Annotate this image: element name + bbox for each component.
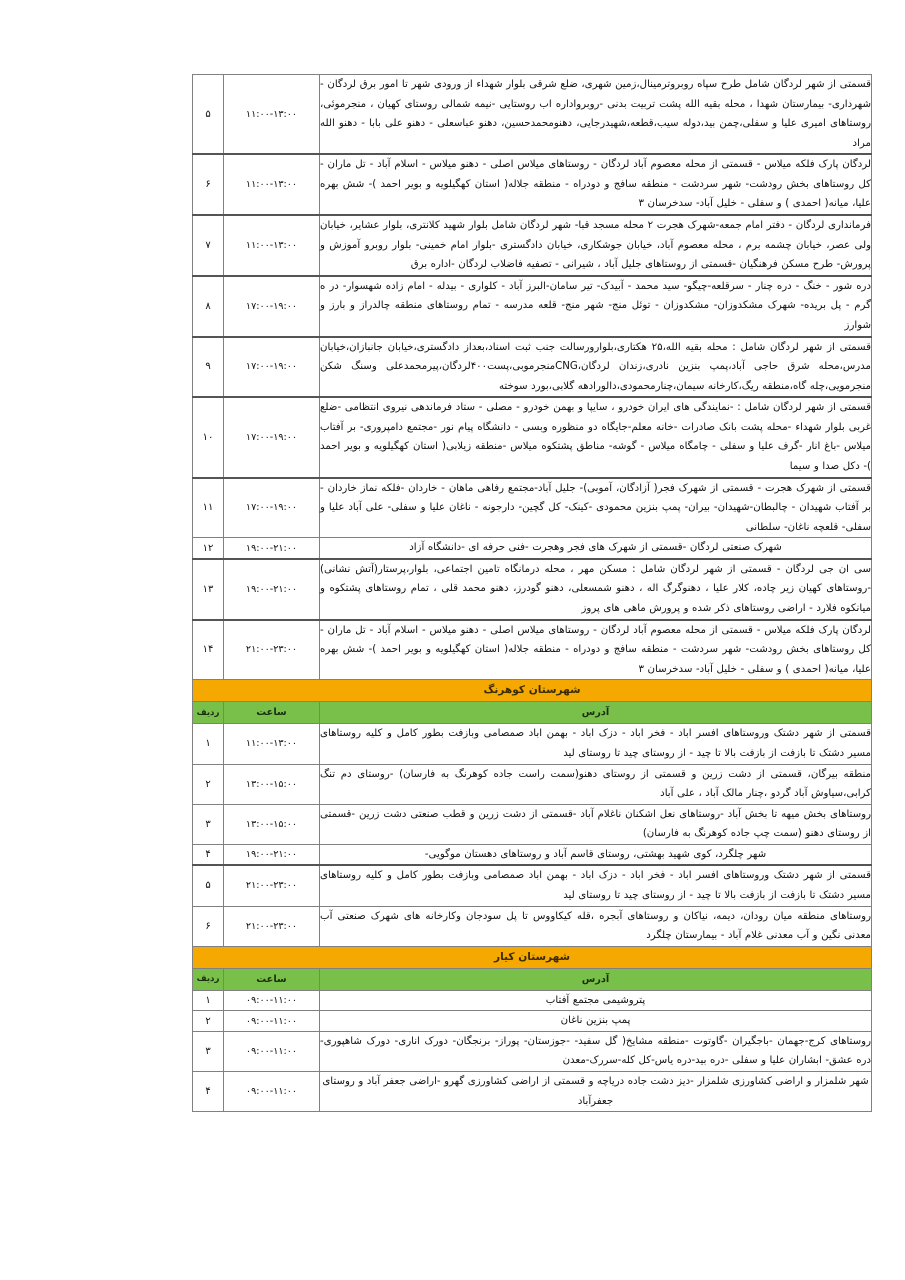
cell-address: قسمتی از شهر لردگان شامل : محله بقیه الله،۲۵ هکتاری،بلوارورسالت جنب ثبت اسناد،بعداز دادگستری،خیابان جانبازان،خیابان مدرس،محله شرق حاجی آباد،پمپ بنزین نادری،زندان لردگان،CNGمنجرموبی،پست۴۰۰لردگان،پیرمحمدعلی وسنگ شکن منجرمویی،چله گاه،منطقه ریگ،کارخانه سیمان،چنارمحمودی،دالورادهه گلابی،بورد سوخته bbox=[320, 337, 872, 398]
cell-address: شهر چلگرد، کوی شهید بهشتی، روستای قاسم آباد و روستاهای دهستان موگویی- bbox=[320, 844, 872, 865]
column-header-row-number: ردیف bbox=[193, 968, 224, 990]
section-title: شهرستان کیار bbox=[193, 946, 872, 968]
section-title: شهرستان کوهرنگ bbox=[193, 680, 872, 702]
cell-row-number: ۱ bbox=[193, 990, 224, 1011]
table-row bbox=[193, 154, 872, 215]
cell-time-range: ۱۷:۰۰-۱۹:۰۰ bbox=[224, 276, 320, 337]
cell-address: قسمتی از شهر لردگان شامل طرح سپاه روبروترمینال،زمین شهری، ضلع شرقی بلوار شهداء از ورودی شهر تا امور برق لردگان - شهرداری- بیمارستان شهدا ، محله بقیه الله پشت تربیت بدنی -روبرواداره اب روستایی -نیمه شمالی روستای کهیان ، منجرموئی، روستاهای امیری علیا و سفلی،چمن بید،دوله سیب،قطعه،شهیدرجایی، دهنومحمدحسین، دهنو عباسعلی - دهنو علی بابا - دهنو الله مراد bbox=[320, 75, 872, 155]
table-row bbox=[193, 337, 872, 398]
cell-time-range: ۰۹:۰۰-۱۱:۰۰ bbox=[224, 1072, 320, 1112]
column-header-row bbox=[193, 702, 872, 724]
table-row bbox=[193, 1011, 872, 1032]
cell-address: شهر شلمزار و اراضی کشاورزی شلمزار -دیز دشت جاده دریاچه و قسمتی از اراضی کشاورزی گهرو -اراضی جعفر آباد و روستای جعفرآباد bbox=[320, 1072, 872, 1112]
outage-schedule-table bbox=[192, 74, 872, 1112]
cell-time-range: ۱۷:۰۰-۱۹:۰۰ bbox=[224, 337, 320, 398]
table-row bbox=[193, 215, 872, 276]
cell-row-number: ۵ bbox=[193, 865, 224, 906]
cell-row-number: ۲ bbox=[193, 764, 224, 804]
column-header-address: آدرس bbox=[320, 702, 872, 724]
cell-row-number: ۴ bbox=[193, 844, 224, 865]
table-row bbox=[193, 75, 872, 155]
cell-address: دره شور - خنگ - دره چنار - سرقلعه-چیگو- سید محمد - آبیدک- تیر سامان-البرز آباد - کلواری - بیدله - امام زاده شهسوار- در ه گرم - پل بریده- شهرک مشکدوزان- مشکدوزان - توئل منج- شهر منج- قلعه مدرسه - تمام روستاهای منطقه چالدراز و بارز و شوارز bbox=[320, 276, 872, 337]
cell-row-number: ۳ bbox=[193, 804, 224, 844]
cell-time-range: ۱۷:۰۰-۱۹:۰۰ bbox=[224, 478, 320, 538]
cell-row-number: ۱۱ bbox=[193, 478, 224, 538]
cell-address: قسمتی از شهر دشتک وروستاهای افسر اباد - فخر اباد - دزک اباد - بهمن اباد صمصامی وبازفت بطور کامل و کلیه روستاهای مسیر دشتک تا بازفت از بازفت بالا تا چید - از روستای چید تا روستای لید bbox=[320, 865, 872, 906]
column-header-row-number: ردیف bbox=[193, 702, 224, 724]
cell-row-number: ۴ bbox=[193, 1072, 224, 1112]
cell-address: قسمتی از شهرک هجرت - قسمتی از شهرک فجر( آزادگان، آموبی)- جلیل آباد-مجتمع رفاهی ماهان - خاردان -فلکه نماز خاردان - بر آفتاب شهیدان - چالبطان-شهیدان- بیران- پمپ بنزین محمودی -کینک- کل گچین- دارجونه - ناغان علیا و سفلی- علی آباد علیا و سفلی- قلعچه ناغان- سلطانی bbox=[320, 478, 872, 538]
cell-row-number: ۲ bbox=[193, 1011, 224, 1032]
cell-time-range: ۱۳:۰۰-۱۵:۰۰ bbox=[224, 804, 320, 844]
table-row bbox=[193, 1031, 872, 1071]
section-header-row bbox=[193, 680, 872, 702]
cell-time-range: ۰۹:۰۰-۱۱:۰۰ bbox=[224, 1031, 320, 1071]
cell-time-range: ۲۱:۰۰-۲۳:۰۰ bbox=[224, 865, 320, 906]
cell-address: روستاهای کرج-جهمان -باجگیران -گاوتوت -منطقه مشایخ( گل سفید- -جوزستان- پوراز- برنجگان- دورک اناری- دورک شاهپوری-دره عشق- ابشاران علیا و سفلی -دره بید-دره یاس-کل کله-سررک-معدن bbox=[320, 1031, 872, 1071]
table-row bbox=[193, 276, 872, 337]
table-row bbox=[193, 620, 872, 680]
cell-address: شهرک صنعتی لردگان -قسمتی از شهرک های فجر وهجرت -فنی حرفه ای -دانشگاه آزاد bbox=[320, 538, 872, 559]
column-header-row bbox=[193, 968, 872, 990]
cell-time-range: ۱۹:۰۰-۲۱:۰۰ bbox=[224, 559, 320, 620]
table-row bbox=[193, 538, 872, 559]
cell-row-number: ۱ bbox=[193, 724, 224, 764]
cell-time-range: ۱۹:۰۰-۲۱:۰۰ bbox=[224, 538, 320, 559]
table-row bbox=[193, 724, 872, 764]
cell-time-range: ۰۹:۰۰-۱۱:۰۰ bbox=[224, 990, 320, 1011]
table-row bbox=[193, 804, 872, 844]
cell-row-number: ۶ bbox=[193, 906, 224, 946]
cell-time-range: ۲۱:۰۰-۲۳:۰۰ bbox=[224, 620, 320, 680]
cell-address: قسمتی از شهر لردگان شامل : -نمایندگی های ایران خودرو ، سایپا و بهمن خودرو - مصلی - ستاد فرماندهی نیروی انتظامی -ضلع غربی بلوار شهداء -محله پشت بانک صادرات -خانه معلم-جایگاه دو منظوره وبسی - دانشگاه پیام نور -مجتمع دامپروری- بر آفتاب میلاس -باغ انار -گرف علیا و سفلی - چامگاه میلاس - گوشه- مناطق پشتکوه میلاس -منطقه زیلابی( استان کهگیلویه و بویر احمد )- دکل صدا و سیما bbox=[320, 397, 872, 477]
cell-row-number: ۹ bbox=[193, 337, 224, 398]
cell-time-range: ۱۱:۰۰-۱۳:۰۰ bbox=[224, 75, 320, 155]
cell-time-range: ۱۱:۰۰-۱۳:۰۰ bbox=[224, 724, 320, 764]
cell-address: قسمتی از شهر دشتک وروستاهای افسر اباد - فخر اباد - دزک اباد - بهمن اباد صمصامی وبازفت بطور کامل و کلیه روستاهای مسیر دشتک تا بازفت از بازفت بالا تا چید - از روستای چید تا روستای لید bbox=[320, 724, 872, 764]
cell-time-range: ۲۱:۰۰-۲۳:۰۰ bbox=[224, 906, 320, 946]
table-row bbox=[193, 906, 872, 946]
column-header-time: ساعت bbox=[224, 702, 320, 724]
cell-address: پمپ بنزین ناغان bbox=[320, 1011, 872, 1032]
table-row bbox=[193, 397, 872, 477]
table-row bbox=[193, 478, 872, 538]
section-header-row bbox=[193, 946, 872, 968]
cell-row-number: ۵ bbox=[193, 75, 224, 155]
cell-time-range: ۰۹:۰۰-۱۱:۰۰ bbox=[224, 1011, 320, 1032]
table-row bbox=[193, 559, 872, 620]
column-header-address: آدرس bbox=[320, 968, 872, 990]
cell-row-number: ۸ bbox=[193, 276, 224, 337]
table-row bbox=[193, 990, 872, 1011]
cell-row-number: ۱۰ bbox=[193, 397, 224, 477]
cell-row-number: ۱۲ bbox=[193, 538, 224, 559]
cell-address: فرمانداری لردگان - دفتر امام جمعه-شهرک هجرت ۲ محله مسجد قبا- شهر لردگان شامل بلوار شهید کلانتری، بلوار عشایر، خیابان ولی عصر، خیابان چشمه برم ، محله معصوم آباد، خیابان جوشکاری، خیابان دادگستری -بلوار امام خمینی- بلوار روبرو آموزش و پرورش- طرح مسکن فرهنگیان -قسمتی از روستاهای جلیل آباد ، شیرانی - تصفیه فاضلاب لردگان -اداره برق bbox=[320, 215, 872, 276]
cell-address: روستاهای بخش میهه تا بخش آباد -روستاهای نعل اشکنان ناغلام آباد -قسمتی از دشت زرین و قطب صنعتی دشت زرین -قسمتی از روستای دهنو (سمت چپ جاده کوهرنگ به فارسان) bbox=[320, 804, 872, 844]
cell-address: منطقه بیرگان، قسمتی از دشت زرین و قسمتی از روستای دهنو(سمت راست جاده کوهرنگ به فارسان) -روستای دم تنگ کرابی،سیاوش آباد گردو ،چنار مالک آباد ، علی آباد bbox=[320, 764, 872, 804]
cell-address: لردگان پارک فلکه میلاس - قسمتی از محله معصوم آباد لردگان - روستاهای میلاس اصلی - دهنو میلاس - اسلام آباد - تل ماران - کل روستاهای بخش رودشت- شهر سردشت - منطقه سافج و دودراه - منطقه جلاله( استان کهگیلویه و بویر احمد )- شش بهره علیا، میانه( احمدی ) و سفلی - خلیل آباد- سدخرسان ۳ bbox=[320, 154, 872, 215]
cell-time-range: ۱۱:۰۰-۱۳:۰۰ bbox=[224, 215, 320, 276]
cell-row-number: ۷ bbox=[193, 215, 224, 276]
cell-row-number: ۱۴ bbox=[193, 620, 224, 680]
table-body bbox=[193, 75, 872, 1112]
table-row bbox=[193, 844, 872, 865]
cell-row-number: ۳ bbox=[193, 1031, 224, 1071]
table-row bbox=[193, 764, 872, 804]
cell-row-number: ۱۳ bbox=[193, 559, 224, 620]
table-row bbox=[193, 865, 872, 906]
cell-address: سی ان جی لردگان - قسمتی از شهر لردگان شامل : مسکن مهر ، محله درمانگاه تامین اجتماعی، بلوار،پرستار(آتش نشانی) -روستاهای کهیان زیر چاده، کلار علیا ، دهنوگرگ اله ، دهنو شمسعلی، دهنو گودرز، دهنو محمد قلی ، تمام روستاهای پشتکوه و میانکوه فلارد - اراضی روستاهای ذکر شده و پرورش ماهی های پروز bbox=[320, 559, 872, 620]
cell-time-range: ۱۷:۰۰-۱۹:۰۰ bbox=[224, 397, 320, 477]
cell-address: لردگان پارک فلکه میلاس - قسمتی از محله معصوم آباد لردگان - روستاهای میلاس اصلی - دهنو میلاس - اسلام آباد - تل ماران - کل روستاهای بخش رودشت- شهر سردشت - منطقه سافج و دودراه - منطقه جلاله( استان کهگیلویه و بویر احمد )- شش بهره علیا، میانه( احمدی ) و سفلی - خلیل آباد- سدخرسان ۳ bbox=[320, 620, 872, 680]
cell-time-range: ۱۳:۰۰-۱۵:۰۰ bbox=[224, 764, 320, 804]
column-header-time: ساعت bbox=[224, 968, 320, 990]
table-row bbox=[193, 1072, 872, 1112]
cell-time-range: ۱۹:۰۰-۲۱:۰۰ bbox=[224, 844, 320, 865]
cell-address: پتروشیمی مجتمع آفتاب bbox=[320, 990, 872, 1011]
cell-address: روستاهای منطقه میان رودان، دیمه، نیاکان و روستاهای آبجره ،قله کیکاووس تا پل سودجان وکارخانه های شهرک صنعتی آب معدنی نگین و آب معدنی غلام آباد - بیمارستان چلگرد bbox=[320, 906, 872, 946]
cell-row-number: ۶ bbox=[193, 154, 224, 215]
cell-time-range: ۱۱:۰۰-۱۳:۰۰ bbox=[224, 154, 320, 215]
